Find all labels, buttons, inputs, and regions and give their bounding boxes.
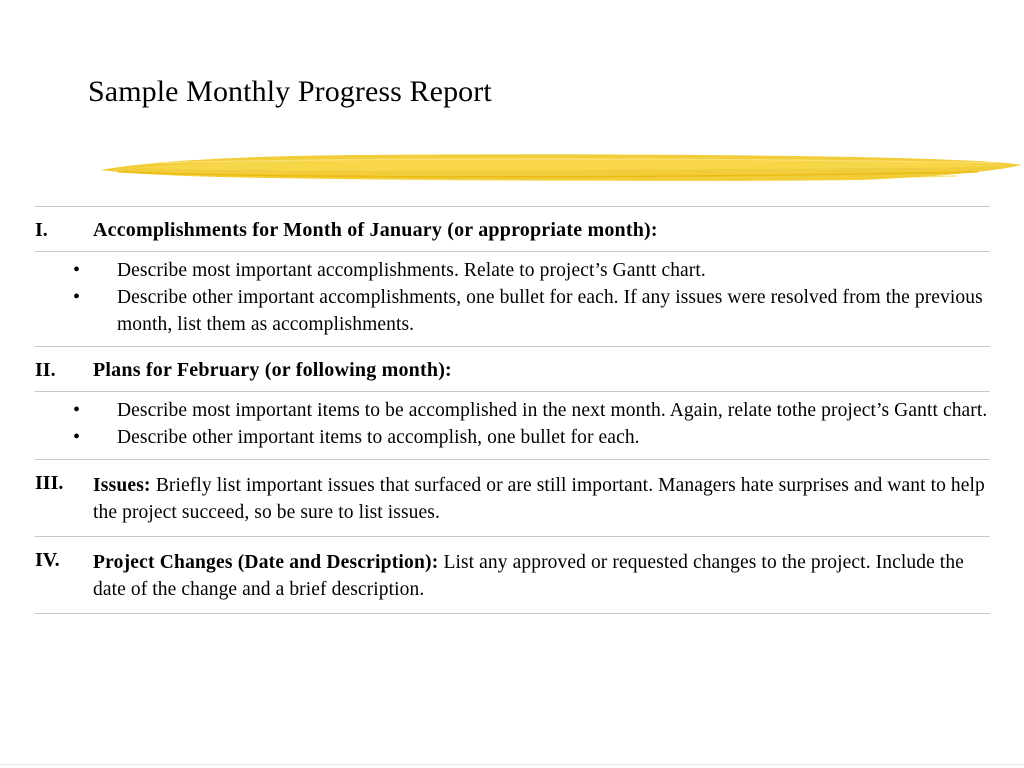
section-paragraph <box>93 472 990 526</box>
list-item <box>35 284 990 338</box>
bullet-list <box>35 392 990 459</box>
section-numeral: IV. <box>35 549 60 571</box>
section-description: List any approved or requested changes to the project. Include the date of the change and a brief description. <box>93 552 964 600</box>
list-item <box>35 424 990 451</box>
section-description: Briefly list important issues that surfaced or are still important. Managers hate surprises and want to help the project succeed, so be sure to list issues. <box>93 475 985 523</box>
bullet-icon: • <box>73 426 81 448</box>
bullet-text: Describe most important accomplishments. Relate to project’s Gantt chart. <box>117 260 706 281</box>
report-outline <box>35 206 990 614</box>
bullet-list <box>35 252 990 346</box>
section-title: Plans for February (or following month): <box>93 359 452 381</box>
list-item <box>35 257 990 284</box>
bullet-text: Describe most important items to be accomplished in the next month. Again, relate tothe project’s Gantt chart. <box>117 400 988 421</box>
section-numeral: III. <box>35 472 64 494</box>
divider-bottom <box>35 613 990 614</box>
bullet-icon: • <box>73 286 81 308</box>
slide-bottom-border <box>0 764 1024 765</box>
list-item <box>35 397 990 424</box>
section-project-changes <box>35 537 990 613</box>
section-issues <box>35 460 990 536</box>
section-label: Project Changes (Date and Description): <box>93 552 444 573</box>
yellow-brush-stroke-divider <box>98 148 1024 190</box>
section-accomplishments <box>35 207 990 346</box>
bullet-icon: • <box>73 259 81 281</box>
slide-title: Sample Monthly Progress Report <box>88 75 492 108</box>
section-numeral: I. <box>35 219 48 241</box>
section-title: Accomplishments for Month of January (or appropriate month): <box>93 219 658 241</box>
section-label: Issues: <box>93 475 156 496</box>
bullet-text: Describe other important items to accomplish, one bullet for each. <box>117 427 640 448</box>
section-header <box>35 207 990 251</box>
section-paragraph <box>93 549 990 603</box>
section-numeral: II. <box>35 359 56 381</box>
section-header <box>35 347 990 391</box>
bullet-text: Describe other important accomplishments, one bullet for each. If any issues were resolved from the previous month, list them as accomplishments. <box>117 287 983 335</box>
section-plans <box>35 347 990 459</box>
bullet-icon: • <box>73 399 81 421</box>
